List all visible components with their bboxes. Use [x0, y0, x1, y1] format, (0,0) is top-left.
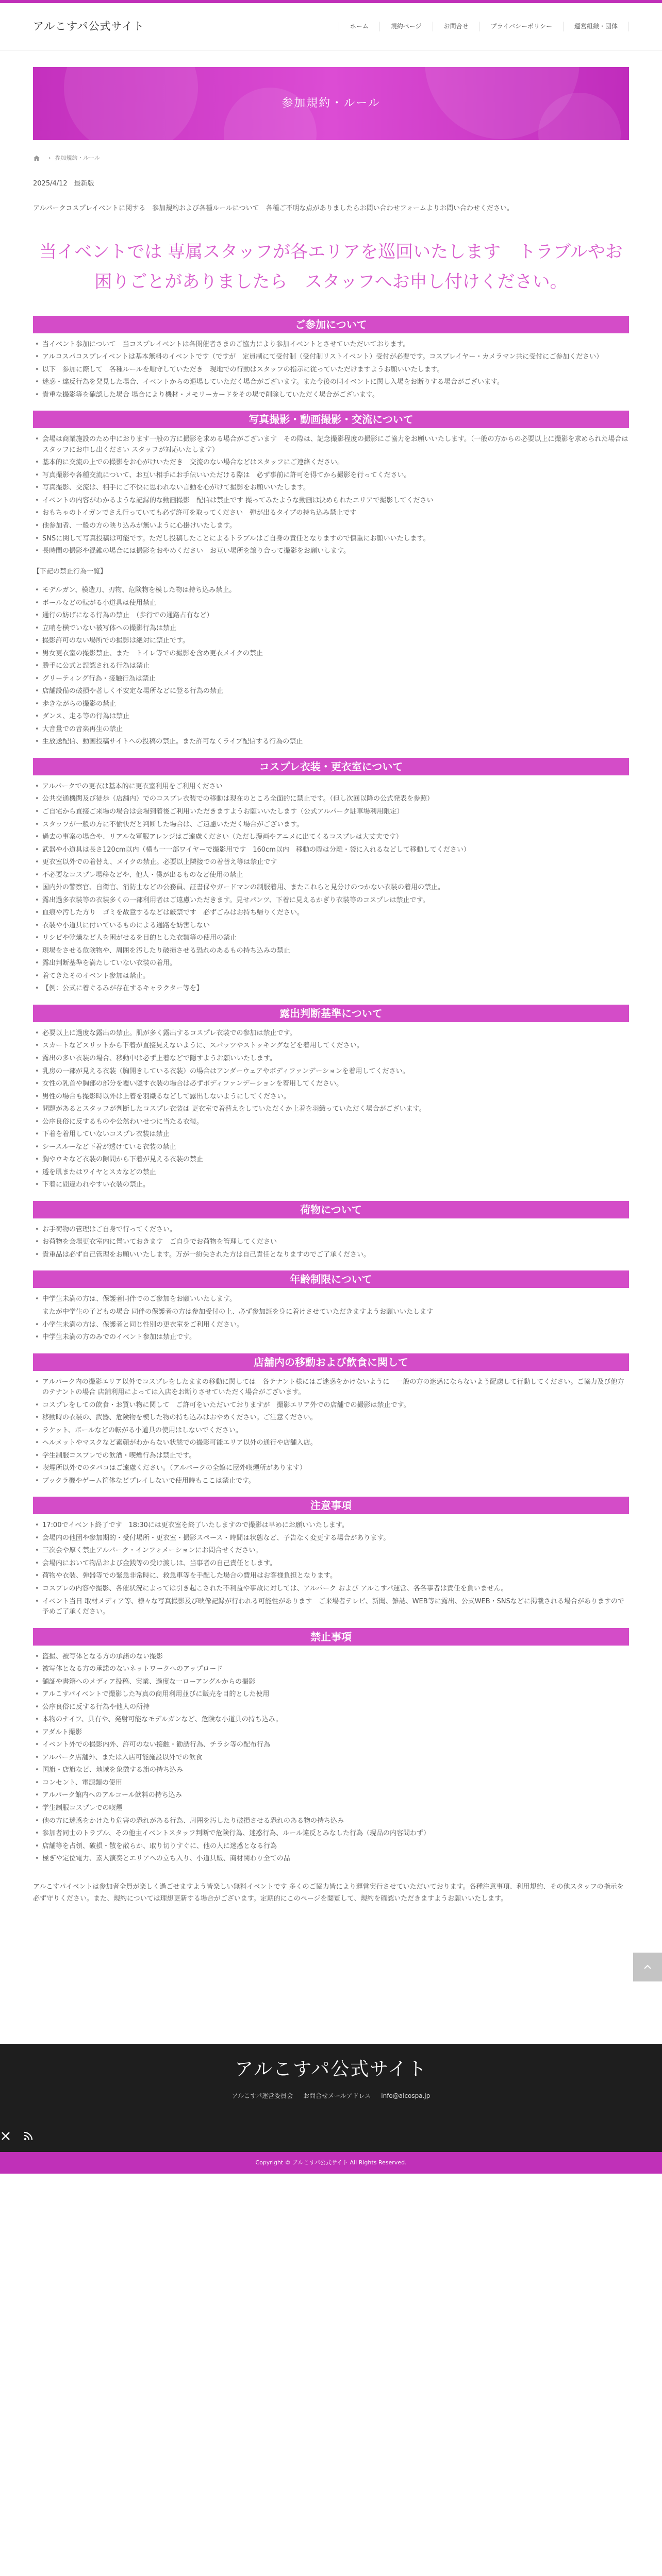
rules-list	[33, 1224, 629, 1262]
prohibited-item: • 大音量での音楽再生の禁止	[33, 723, 629, 736]
site-footer	[0, 2044, 662, 2152]
rss-icon[interactable]	[23, 2130, 34, 2142]
rule-item: • 荷物や衣装、弾器等での緊急非常時に、救急車等を手配した場合の費用はお客様負担となります。	[33, 1570, 629, 1583]
rule-item: • 露出過多衣装等の衣装多くの一部利用者はご遠慮いただきます。見せパンツ、下着に見えるかぎり衣装等のコスプレは禁止です。	[33, 894, 629, 907]
section-title: 写真撮影・動画撮影・交流について	[33, 411, 629, 428]
rule-item: • 以下 参加に際して 各種ルールを順守していただき 現地での行動はスタッフの指示に従っていただけますようお願いいたします。	[33, 364, 629, 377]
breadcrumb-current: 参加規約・ルール	[55, 155, 101, 161]
breadcrumb	[33, 154, 629, 163]
rule-item: • SNSに関して写真投稿は可能です。ただし投稿したことによるトラブルはご自身の責任となりますので慎重にお願いいたします。	[33, 533, 629, 546]
prohibited-item: • グリーティング行為・接触行為は禁止	[33, 673, 629, 686]
rule-item: • 盗撮、被写体となる方の承諾のない撮影	[33, 1651, 629, 1664]
rule-item: • アルパーク店舗外、または入店可能施設以外での飲食	[33, 1752, 629, 1765]
footer-contact-label: お問合せメールアドレス	[303, 2092, 371, 2099]
section-title: 注意事項	[33, 1497, 629, 1514]
rule-item: またが中学生の子どもの場合 同伴の保護者の方は参加受付の上、必ず参加証を身に着けさせていただきますようお願いいたします	[42, 1308, 434, 1316]
prohibited-item: • ボールなどの転がる小道具は使用禁止	[33, 597, 629, 610]
rules-section	[33, 411, 635, 557]
rule-item: • ブックラ機やゲーム筐体などプレイしないで使用時もここは禁止です。	[33, 1475, 629, 1488]
rule-item: • 本物のナイフ、具有や、発射可能なモデルガンなど、危険な小道具の持ち込み。	[33, 1714, 629, 1726]
rule-item: • アルコスパコスプレイベントは基本無料のイベントです（ですが 定員制にて受付制（受付制リストイベント）受付が必要です。コスプレイヤー・カメラマン共に受付にご参加ください）	[33, 351, 629, 364]
breadcrumb-separator: ›	[48, 155, 51, 161]
rules-section	[33, 1353, 629, 1488]
rules-section	[33, 1270, 629, 1344]
rule-item: • 更衣室以外での着替え、メイクの禁止。必要以上隣接での着替え等は禁止です	[33, 856, 629, 869]
closing-text: アルこすパイベントは参加者全員が楽しく過ごせますよう皆楽しい無料イベントです 多くのご協力皆により運営実行させていただいております。各種注意事項、利用規約、その他スタッフの指示を必ず守りください。また、規約については理想更新する場合がございます。定期的にこのページを閲覧して、規約を確認いただきますようお願いいたします。	[33, 1883, 624, 1903]
prohibited-item: • 通行の妨げになる行為の禁止 （歩行での通路占有など）	[33, 609, 629, 622]
rule-item: • ヘルメットやマスクなど素顔がわからない状態での撮影可能エリア以外の通行や店舗入店。	[33, 1437, 629, 1450]
main-content	[0, 178, 662, 1905]
rule-item: • 極ぎや定位電力、素人演奏とエリアへの立ち入り、小道具販、商材関わり全ての品	[33, 1853, 629, 1866]
prohibited-item: • 立哨を横でいない被写体への撮影行為は禁止	[33, 622, 629, 635]
rule-item: • 男性の場合も撮影時以外は上着を羽織るなどして露出しないようにしてください。	[33, 1091, 629, 1104]
rule-item: • 学生制服コスプレでの飲酒・喫煙行為は禁止です。	[33, 1450, 629, 1463]
x-icon[interactable]	[0, 2130, 11, 2142]
rule-item: • お荷物を会場更衣室内に置いておきます ご自身でお荷物を管理してください	[33, 1236, 629, 1249]
prohibited-list	[33, 584, 629, 749]
rule-item: • 胸やウキなど衣装の隙間から下着が見える衣装の禁止	[33, 1154, 629, 1166]
rule-item: • スカートなどスリットから下着が直接見えないように、スパッツやストッキングなどを着用してください。	[33, 1040, 629, 1053]
rule-item: • 過去の事案の場合や、リアルな軍服アレンジはご遠慮ください（ただし漫画やアニメに出てくるコスプレは大丈夫です）	[33, 831, 629, 844]
nav-item-organization[interactable]: 運営組織・団体	[563, 22, 629, 32]
section-title: 禁止事項	[33, 1628, 629, 1646]
rule-item: • アルパークでの更衣は基本的に更衣室利用をご利用ください	[33, 781, 629, 793]
rule-item: • 露出判断基準を満たしていない衣装の着用。	[33, 957, 629, 970]
rules-section	[33, 1497, 629, 1618]
rule-item: • 血痕や汚した方り ゴミを故意するなどは厳禁です 必ずごみはお持ち帰りください。	[33, 907, 629, 920]
global-nav	[339, 22, 629, 32]
rule-item: • 現場をさせる危険物や、周囲を汚したり破損させる恐れのあるもの持ち込みの禁止	[33, 945, 629, 958]
rule-item: • 公序良俗に反するものや公然わいせつに当たる衣装。	[33, 1116, 629, 1129]
rules-sections-more	[33, 758, 629, 1866]
rule-item: • 貴重な撮影等を確認した場合 場合により機材・メモリーカードをその場で削除していただく場合がございます。	[33, 389, 629, 402]
site-title[interactable]: アルこすパ公式サイト	[33, 20, 145, 33]
rule-item: • 中学生未満の方は、保護者同伴でのご参加をお願いいたします。	[33, 1293, 629, 1306]
rules-list	[33, 1376, 629, 1488]
rule-item: • 貴重品は必ず自己管理をお願いいたします。万が一紛失された方は自己責任となりますのでご了承ください。	[33, 1249, 629, 1262]
prohibited-item: • 歩きながらの撮影の禁止	[33, 698, 629, 711]
rule-item: • 会場内の他団や参加期的・受付場所・更衣室・撮影スペース・時間は状態など、予告なく変更する場合があります。	[33, 1532, 629, 1545]
prohibited-item: • モデルガン、模造刀、刃物、危険物を模した物は持ち込み禁止。	[33, 584, 629, 597]
rule-item: • スタッフが一般の方に不愉快だと判断した場合は、ご遠慮いただく場合がございます。	[33, 819, 629, 832]
rule-item: • お手荷物の管理はご自身で行ってください。	[33, 1224, 629, 1236]
copyright: Copyright © アルこすパ公式サイト All Rights Reserved.	[0, 2152, 662, 2174]
rule-item: • 小学生未満の方は、保護者と同じ性別の更衣室をご利用ください。	[33, 1319, 629, 1332]
rules-list	[33, 1651, 629, 1866]
rule-item: • 移動時の衣装の、武器、危険物を模した物の持ち込みはおやめください。ご注意ください。	[33, 1412, 629, 1425]
post-date: 2025/4/12 最新版	[33, 180, 94, 188]
section-title: 店舗内の移動および飲食に関して	[33, 1353, 629, 1371]
rules-section	[33, 1628, 629, 1866]
back-to-top-button[interactable]	[633, 1953, 662, 1981]
nav-item-rules[interactable]: 規約ページ	[379, 22, 433, 32]
rule-item: • 武器や小道具は長さ120cm以内（横も一一部ワイヤーで撮影用です 160cm以内 移動の際は分離・袋に入れるなどして移動してください）	[33, 844, 629, 857]
rules-list	[33, 1519, 629, 1618]
prohibited-list-heading: 【下記の禁止行為一覧】	[33, 567, 107, 575]
rule-item: • コスプレをしての飲食・お買い物に関して ご許可をいただいておりますが 撮影エリア外での店舗での撮影は禁止です。	[33, 1399, 629, 1412]
rule-item: • 【例：公式に着ぐるみが存在するキャラクター等を】	[33, 982, 629, 995]
rules-list	[33, 781, 629, 995]
rule-item: • 乳房の一部が見える衣装（胸開きしている衣装）の場合はアンダーウェアやボディファンデーションを着用してください。	[33, 1065, 629, 1078]
rule-item: • 下着を着用していないコスプレ衣装は禁止	[33, 1128, 629, 1141]
prohibited-item: • 生放送配信、動画投稿サイトへの投稿の禁止。また許可なくライブ配信する行為の禁止	[33, 736, 629, 749]
chevron-up-icon	[643, 1962, 652, 1972]
rule-item: • 公序良俗に反する行為や他人の所持	[33, 1701, 629, 1714]
rules-list	[33, 1027, 629, 1192]
rule-item: • 会場内において物品および金銭等の受け渡しは、当事者の自己責任とします。	[33, 1557, 629, 1570]
prohibited-item: • 撮影許可のない場所での撮影は絶対に禁止です。	[33, 635, 629, 648]
rule-item: • 着てきたそのイベント参加は禁止。	[33, 970, 629, 983]
section-title: 年齢制限について	[33, 1270, 629, 1288]
rules-section	[33, 1201, 629, 1262]
rule-item: • コスプレの内容や撮影、各催状況によっては引き起こされた不利益や事故に対しては、アルパーク および アルこすパ運営、各各事者は責任を負いません。	[33, 1583, 629, 1596]
rules-section	[33, 1005, 629, 1192]
prohibited-item: • 勝手に公式と誤認される行為は禁止	[33, 660, 629, 673]
rule-item: • 写真撮影、交流は、相手にご不快に思われない言動を心がけて撮影をお願いいたします。	[33, 482, 629, 495]
rule-item: • 三次会や厚く禁止アルパーク・インフォメーションにお問合せください。	[33, 1545, 629, 1557]
rule-item: • 参加者同士のトラブル、その他主イベントスタッフ判断で危険行為、迷惑行為、ルール違反とみなした行為（現品の内容問わず）	[33, 1827, 629, 1840]
rule-item: • 他の方に迷惑をかけたり危害の恐れがある行為、周囲を汚したり破損させる恐れのある物の持ち込み	[33, 1815, 629, 1828]
site-header	[0, 3, 662, 50]
section-title: 露出判断基準について	[33, 1005, 629, 1022]
rule-item: • 当イベント参加について 当コスプレイベントは各開催者さまのご協力により参加イベントとさせていただいております。	[33, 338, 629, 351]
rule-item: • アルこすパイベントで撮影した写真の商用利用並びに販売を目的とした使用	[33, 1688, 629, 1701]
rule-item: • 他参加者、一般の方の映り込みが無いように心掛けいたします。	[33, 520, 629, 533]
rule-item: • ご自宅から直接ご来場の場合は会場到着後ご利用いただきますようお願いいたします（公式アルパーク駐車場利用限定）	[33, 806, 629, 819]
rule-item: • 下着に間違われやすい衣装の禁止。	[33, 1179, 629, 1192]
rule-item: • 基本的に交流の上での撮影をお心がけいただき 交流のない場合などはスタッフにご連絡ください。	[33, 456, 629, 469]
rule-item: • 会場は商業施設のため中におります一般の方に撮影を求める場合がございます その際は、記念撮影程度の撮影にご協力をお願いいたします。（一般の方からの必要以上に撮影を求められた場合は スタッフにお申し出ください スタッフが対応いたします）	[33, 433, 629, 456]
rule-item: • アルパーク内の撮影エリア以外でコスプレをしたままの移動に関しては 各テナント様にはご迷惑をかけないように 一般の方の迷惑にならないよう配慮して行動してください。ご協力及び他方のテナントの場合 店舗利用によっては入店をお断りさせていただく場合がございます。	[33, 1376, 629, 1399]
rules-list	[33, 433, 635, 557]
rule-item: • 不必要なコスプレ場移などや、他人・僕が出るものなど使用の禁止	[33, 869, 629, 882]
footer-links	[0, 2091, 662, 2102]
rule-item: • 公共交通機関及び徒歩（店舗内）でのコスプレ衣装での移動は現在のところ全面的に禁止です。（但し次回以降の公式発表を参照）	[33, 793, 629, 806]
rules-sections	[33, 316, 635, 558]
prohibited-item: • 男女更衣室の撮影禁止、また トイレ等での撮影を含め更衣メイクの禁止	[33, 648, 629, 660]
nav-item-home[interactable]: ホーム	[339, 22, 379, 32]
footer-email[interactable]: info@alcospa.jp	[381, 2092, 431, 2099]
rule-item: • イベント当日 取材メディア等、様々な写真撮影及び映像記録が行われる可能性があります ご来場者テレビ、新聞、雑誌、WEB等に露出、公式WEB・SNSなどに掲載される場合がありますので予めご了承ください。	[33, 1596, 629, 1619]
rule-item: • 喫煙所以外でのタバコはご遠慮ください。（アルパークの全館に屋外喫煙所があります）	[33, 1462, 629, 1475]
footer-social	[0, 2130, 34, 2142]
section-title: コスプレ衣装・更衣室について	[33, 758, 629, 775]
rule-item: • 問題があるとスタッフが判断したコスプレ衣装は 更衣室で着替えをしていただくか上着を羽織っていただく場合がございます。	[33, 1103, 629, 1116]
home-icon[interactable]	[33, 155, 40, 162]
footer-site-title[interactable]: アルこすパ公式サイト	[235, 2059, 427, 2080]
rule-item: • コンセント、電源類の使用	[33, 1777, 629, 1790]
rule-item: • イベントの内容がわかるような記録的な動画撮影 配信は禁止です 撮ってみたような動画は決められたエリアで撮影してください	[33, 495, 629, 507]
page-hero	[33, 67, 629, 140]
rule-item: • 迷惑・違反行為を発見した場合、イベントからの退場していただく場合がございます。また今後の同イベントに関し入場をお断りする場合がございます。	[33, 376, 629, 389]
staff-notice: 当イベントでは 専属スタッフが各エリアを巡回いたします トラブルやお困りごとがありましたら スタッフへお申し付けください。	[39, 242, 623, 292]
prohibited-item: • ダンス、走る等の行為は禁止	[33, 710, 629, 723]
rules-list	[33, 1293, 629, 1344]
rule-item: • 透を肌またはワイヤとスカなどの禁止	[33, 1166, 629, 1179]
rule-item: • 必要以上に過度な露出の禁止。肌が多く露出するコスプレ衣装での参加は禁止です。	[33, 1027, 629, 1040]
rule-item: • 被写体となる方の承諾のないネットワークへのアップロード	[33, 1663, 629, 1676]
nav-item-contact[interactable]: お問合せ	[433, 22, 479, 32]
rule-item: • 店舗等を占領、破損・散を散らか、取り切りすぐに、他の人に迷惑となる行為	[33, 1840, 629, 1853]
rule-item: • リシピや乾燥など人を困がせるを目的とした衣類等の使用の禁止	[33, 932, 629, 945]
rule-item: • アルパーク館内へのアルコール飲料の持ち込み	[33, 1789, 629, 1802]
prohibited-item: • 店舗設備の破損や著しく不安定な場所などに登る行為の禁止	[33, 685, 629, 698]
section-title: 荷物について	[33, 1201, 629, 1218]
rule-item: • シースルーなど下着が透けている衣装の禁止	[33, 1141, 629, 1154]
section-title: ご参加について	[33, 316, 629, 333]
rule-item: • 17:00でイベント終了です 18:30には更衣室を終了いたしますので撮影は早めにお願いいたします。	[33, 1519, 629, 1532]
rule-item: • 写真撮影や各種交流について、お互い相手にお手伝いいただける際は 必ず事前に許可を得てから撮影を行ってください。	[33, 469, 629, 482]
rule-item: • 国旗・店旗など、地域を象徴する旗の持ち込み	[33, 1764, 629, 1777]
rule-item: • おもちゃのトイガンでさえ行っていても必ず許可を取ってください 弾が出るタイプの持ち込み禁止です	[33, 507, 629, 520]
rule-item: • 舗証や書籍へのメディア投稿、実業、過度な一ローアングルからの撮影	[33, 1676, 629, 1689]
rule-item: • 女性の乳首や胸部の部分を覆い隠す衣装の場合は必ずボディファンデーションを着用してください。	[33, 1078, 629, 1091]
rule-item: • イベント外での撮影内外、許可のない接触・勧誘行為、チラシ等の配布行為	[33, 1739, 629, 1752]
footer-org-link[interactable]: アルこすパ運営委員会	[231, 2092, 293, 2099]
rules-section	[33, 758, 629, 995]
rule-item: • アダルト撮影	[33, 1726, 629, 1739]
page-title: 参加規約・ルール	[282, 96, 380, 110]
intro-text: アルパークコスプレイベントに関する 参加規約および各種ルールについて 各種ご不明な点がありましたらお問い合わせフォームよりお問い合わせください。	[33, 204, 514, 212]
rule-item: • 国内外の警察官、自衛官、消防士などの公務員、証書保やガードマンの制服着用、またこれらと見分けのつかない衣装の着用の禁止。	[33, 882, 629, 894]
rule-item: • 学生制服コスプレでの喫煙	[33, 1802, 629, 1815]
rule-item: • 長時間の撮影や混雑の場合には撮影をおやめください お互い場所を譲り合って撮影をお願いします。	[33, 545, 629, 558]
rule-item: • 衣装や小道具に付いているものによる通路を妨害しない	[33, 920, 629, 933]
rules-list	[33, 338, 629, 402]
nav-item-privacy[interactable]: プライバシーポリシー	[479, 22, 563, 32]
rule-item: • ラケット、ボールなどの転がる小道具の使用はしないでください。	[33, 1425, 629, 1437]
hero-decoration	[64, 67, 198, 140]
rules-section	[33, 316, 629, 402]
rule-item: • 中学生未満の方のみでのイベント参加は禁止です。	[33, 1331, 629, 1344]
rule-item: • 露出の多い衣装の場合、移動中は必ず上着などで隠すようお願いいたします。	[33, 1053, 629, 1065]
